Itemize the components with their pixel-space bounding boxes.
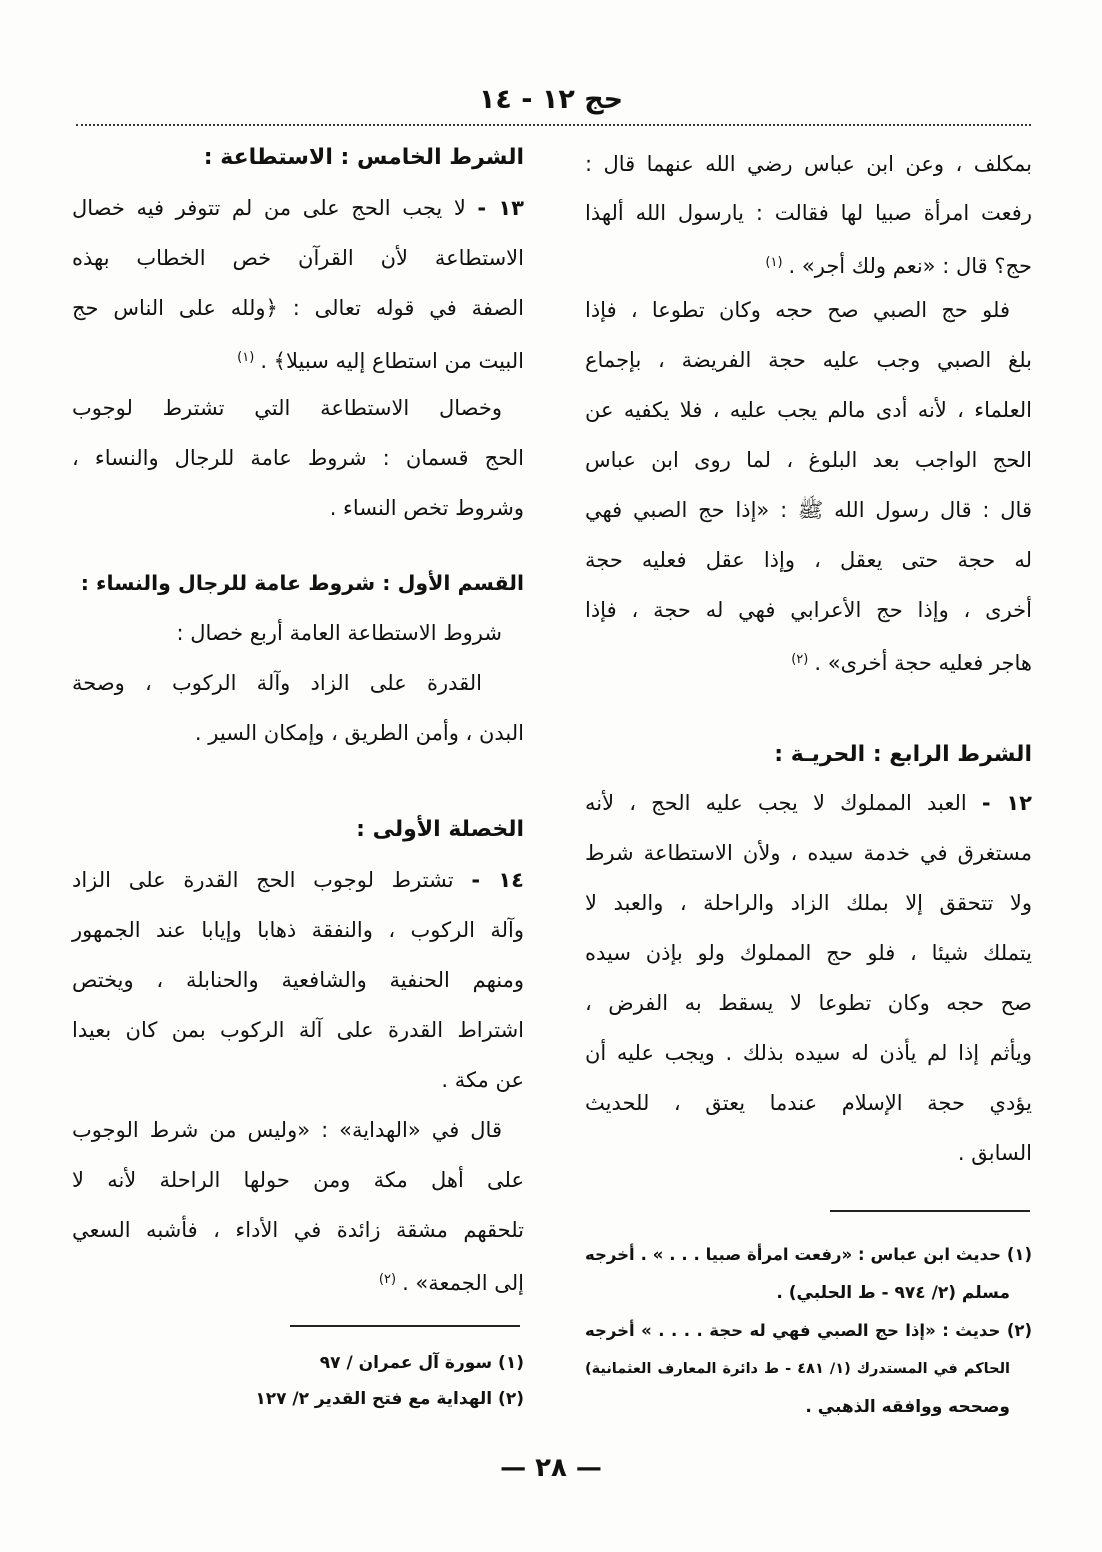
text-line [72,183,524,233]
section-4-paragraph [585,778,1032,1178]
text-line: يتملك شيئا ، فلو حج المملوك ولو بإذن سيده [585,941,1032,965]
text-line: الحج الواجب بعد البلوغ ، لما روى ابن عباس [585,448,1032,472]
clause-number: ١٤ - [471,868,524,892]
text-line: فلو حج الصبي صح حجه وكان تطوعا ، فإذا [585,298,1010,322]
part-1-heading-block [72,558,524,608]
part-1-paragraph [72,608,524,758]
text-line [585,635,1032,685]
clause-number: ١٢ - [981,791,1032,815]
text-span: البيت من استطاع إليه سبيلا﴾ . [260,349,524,374]
text-line: قال في «الهداية» : «وليس من شرط الوجوب [72,1118,502,1142]
text-line: قال : قال رسول الله ﷺ : «إذا حج الصبي فهي [585,498,1032,522]
text-line: أخرى ، وإذا حج الأعرابي فهي له حجة ، فإذا [585,598,1032,622]
text-line: العلماء ، لأنه أدى مالم يجب عليه ، فلا يكفيه عن [585,398,1032,422]
text-line [72,1255,524,1305]
text-span: هاجر فعليه حجة أخرى» . [814,651,1032,676]
trait-1-paragraph [72,855,524,1305]
text-line: بمكلف ، وعن ابن عباس رضي الله عنهما قال : [585,152,1032,176]
footnote-line: وصححه ووافقه الذهبي . [805,1397,1010,1417]
section-4-heading-block [585,730,1032,780]
text-line: وآلة الركوب ، والنفقة ذهابا وإيابا عند الجمهور [72,918,524,942]
footnote-rule [290,1325,520,1327]
text-line [72,855,524,905]
text-line: وشروط تخص النساء . [329,496,524,520]
text-line: اشتراط القدرة على آلة الركوب بمن كان بعيدا [72,1018,524,1042]
text-line: السابق . [957,1141,1032,1165]
section-heading: الشرط الرابع : الحريـة : [774,742,1032,767]
running-title: حج ١٢ - ١٤ [478,84,624,115]
text-line: ويأثم إذا لم يأذن له سيده بذلك . ويجب عليه أن [585,1041,1032,1065]
text-span: تشترط لوجوب الحج القدرة على الزاد [72,868,454,892]
header-dotted-rule [76,124,1031,126]
text-line: البدن ، وأمن الطريق ، وإمكان السير . [194,721,524,745]
text-line: بلغ الصبي وجب عليه حجة الفريضة ، بإجماع [585,348,1032,372]
footnote-line: الحاكم في المستدرك (١/ ٤٨١ - ط دائرة المعارف العثمانية) [585,1361,1010,1377]
text-line: يؤدي حجة الإسلام عندما يعتق ، للحديث [585,1091,1032,1115]
section-heading: الشرط الخامس : الاستطاعة : [203,145,524,170]
text-line: له حجة حتى يعقل ، وإذا عقل فعليه حجة [585,548,1032,572]
trait-1-heading-block [72,805,524,855]
footnote-rule [830,1210,1030,1212]
footnote-ref: (٢) [378,1272,397,1287]
text-line: شروط الاستطاعة العامة أربع خصال : [176,621,502,645]
section-5-heading-block [72,133,524,183]
right-footnotes [585,1236,1032,1426]
text-line: ولا تتحقق إلا بملك الزاد والراحلة ، والعبد لا [585,891,1032,915]
footnote-line: (١) سورة آل عمران / ٩٧ [319,1353,524,1373]
text-line: وخصال الاستطاعة التي تشترط لوجوب [72,396,502,420]
text-line: القدرة على الزاد وآلة الركوب ، وصحة [72,671,482,695]
footnote-ref: (١) [237,350,255,365]
text-line [585,238,1032,287]
footnote-line: (٢) حديث : «إذا حج الصبي فهي له حجة . . . . » أخرجه [585,1321,1032,1340]
footnote-line: (٢) الهداية مع فتح القدير ٢/ ١٢٧ [255,1389,524,1409]
text-line: الاستطاعة لأن القرآن خص الخطاب بهذه [72,246,524,270]
text-line: على أهل مكة ومن حولها الراحلة لأنه لا [72,1168,524,1192]
text-line: رفعت امرأة صبيا لها فقالت : يارسول الله ألهذا [585,201,1032,225]
page-number: — ٢٨ — [500,1453,602,1483]
clause-number: ١٣ - [477,196,524,220]
text-line: مستغرق في خدمة سيده ، ولأن الاستطاعة شرط [585,841,1032,865]
right-intro-paragraph [585,140,1032,287]
footnote-line: مسلم (٢/ ٩٧٤ - ط الحلبي) . [776,1283,1010,1303]
section-heading: القسم الأول : شروط عامة للرجال والنساء : [80,571,524,595]
text-line: الحج قسمان : شروط عامة للرجال والنساء ، [72,446,524,470]
text-line [72,333,524,383]
text-line: تلحقهم مشقة زائدة في الأداء ، فأشبه السعي [72,1218,524,1242]
footnote-line: (١) حديث ابن عباس : «رفعت امرأة صبيا . . . » . أخرجه [585,1245,1032,1264]
text-line: صح حجه وكان تطوعا لا يسقط به الفرض ، [585,991,1032,1015]
text-line: الصفة في قوله تعالى : ﴿ولله على الناس حج [72,296,524,320]
section-5-paragraph [72,183,524,533]
left-footnotes [72,1345,524,1417]
text-span: حج؟ قال : «نعم ولك أجر» . [788,254,1032,279]
text-span: لا يجب الحج على من لم تتوفر فيه خصال [72,196,466,220]
text-line [585,778,1032,828]
text-span: إلى الجمعة» . [402,1271,524,1296]
footnote-ref: (١) [765,255,783,270]
footnote-ref: (٢) [791,652,809,667]
text-line: عن مكة . [441,1068,524,1092]
text-line: ومنهم الحنفية والشافعية والحنابلة ، ويختص [72,968,524,992]
right-child-hajj-paragraph [585,285,1032,685]
text-span: العبد المملوك لا يجب عليه الحج ، لأنه [585,791,967,815]
section-heading: الخصلة الأولى : [356,817,524,842]
